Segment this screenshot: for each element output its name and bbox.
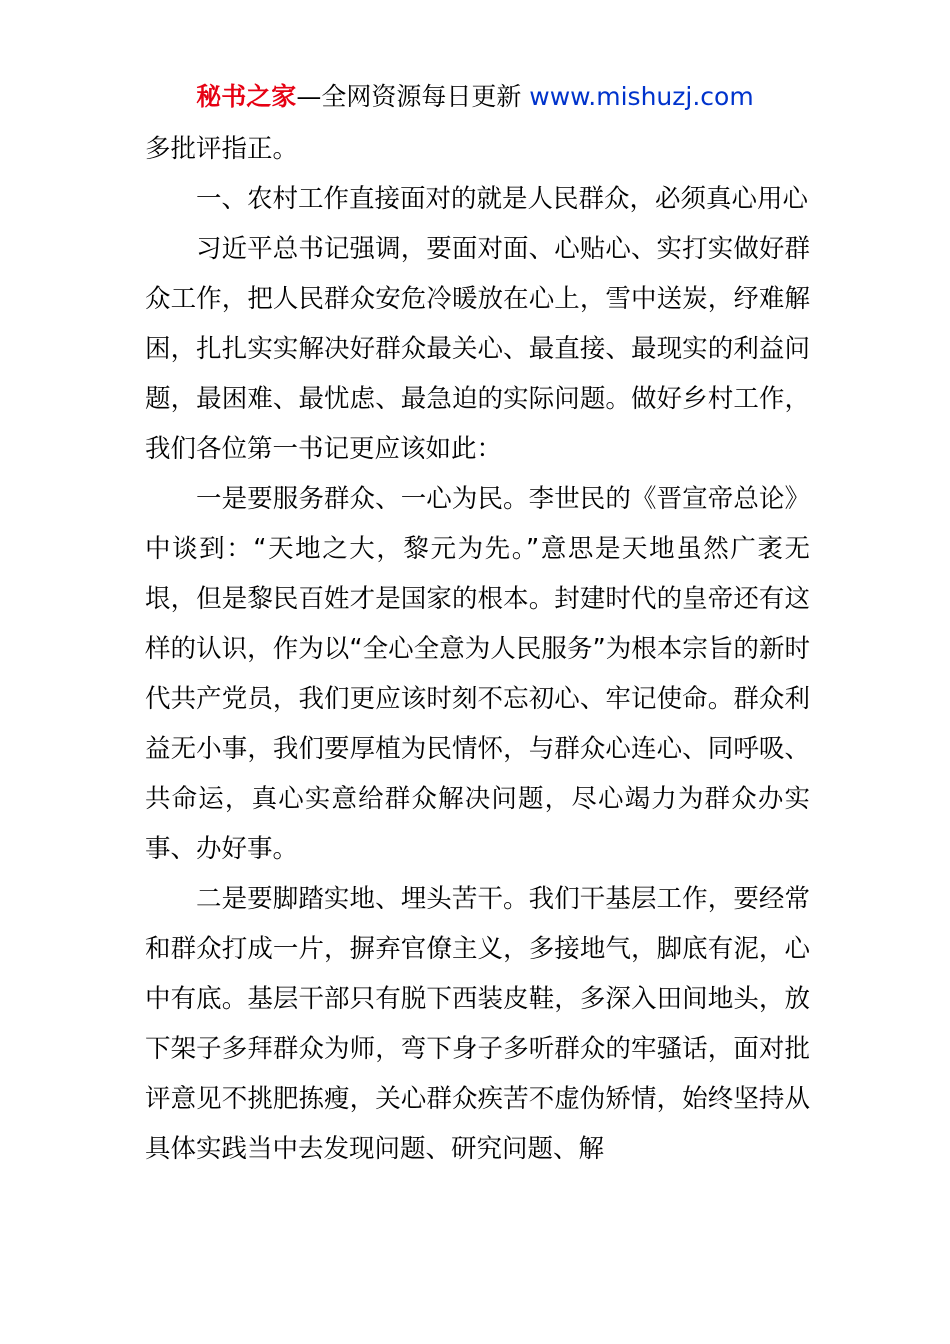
header-tagline: —全网资源每日更新 bbox=[296, 82, 530, 111]
paragraph: 习近平总书记强调，要面对面、心贴心、实打实做好群众工作，把人民群众安危冷暖放在心上，雪中送炭，纾难解困，扎扎实实解决好群众最关心、最直接、最现实的利益问题，最困难、最忧虑、最急迫的实际问题。做好乡村工作，我们各位第一书记更应该如此： bbox=[145, 234, 810, 464]
header-url-link[interactable]: www.mishuzj.com bbox=[529, 82, 754, 111]
section-heading: 一、农村工作直接面对的就是人民群众，必须真心用心 bbox=[196, 184, 809, 214]
paragraph: 二是要脚踏实地、埋头苦干。我们干基层工作，要经常和群众打成一片，摒弃官僚主义，多接地气，脚底有泥，心中有底。基层干部只有脱下西装皮鞋，多深入田间地头，放下架子多拜群众为师，弯下身子多听群众的牢骚话，面对批评意见不挑肥拣瘦，关心群众疾苦不虚伪矫情，始终坚持从具体实践当中去发现问题、研究问题、解 bbox=[145, 884, 810, 1164]
brand-name: 秘书之家 bbox=[196, 82, 297, 111]
paragraph-continuation: 多批评指正。 bbox=[145, 134, 299, 164]
paragraph: 一是要服务群众、一心为民。李世民的《晋宣帝总论》中谈到：“天地之大，黎元为先。”意思是天地虽然广袤无垠，但是黎民百姓才是国家的根本。封建时代的皇帝还有这样的认识，作为以“全心全意为人民服务”为根本宗旨的新时代共产党员，我们更应该时刻不忘初心、牢记使命。群众利益无小事，我们要厚植为民情怀，与群众心连心、同呼吸、共命运，真心实意给群众解决问题，尽心竭力为群众办实事、办好事。 bbox=[145, 484, 810, 864]
page-header bbox=[0, 80, 950, 114]
document-body bbox=[145, 124, 810, 1174]
